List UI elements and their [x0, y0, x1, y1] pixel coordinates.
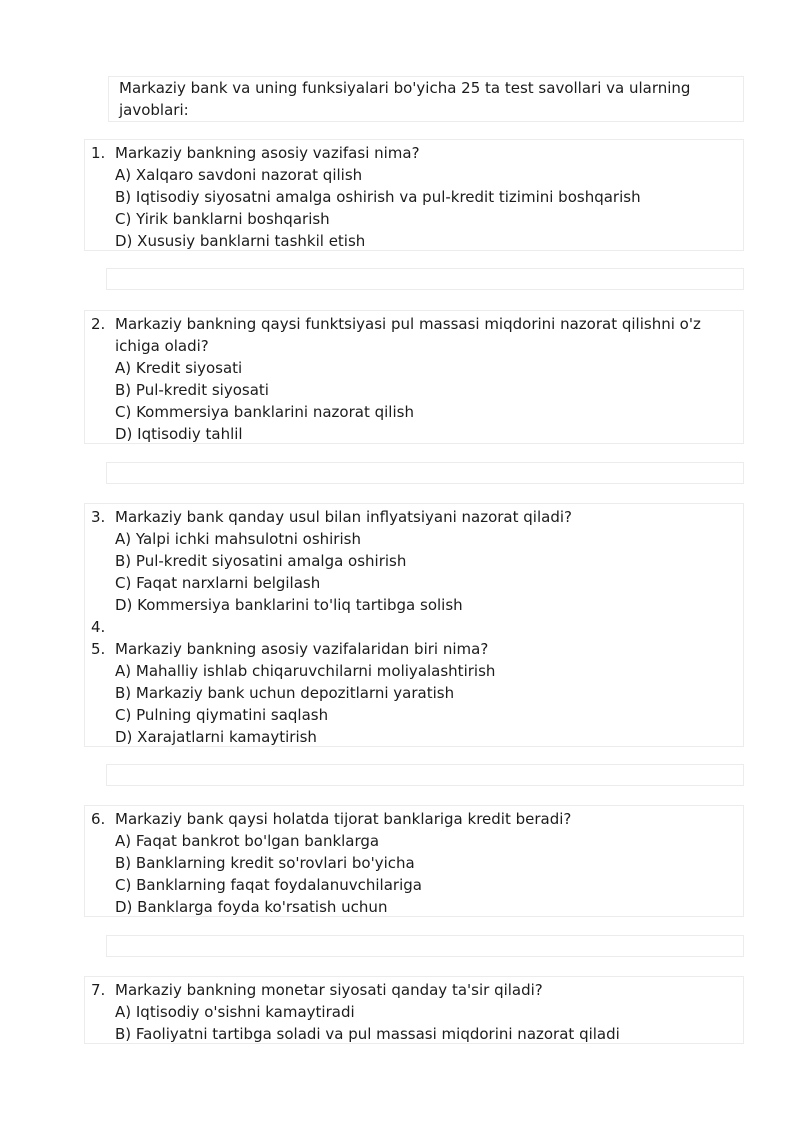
answer-option-b: B) Markaziy bank uchun depozitlarni yaratish — [115, 684, 455, 702]
question-list — [85, 142, 743, 252]
question-item-3 — [85, 506, 743, 616]
answer-option-c: C) Faqat narxlarni belgilash — [115, 574, 321, 592]
question-number: 1. — [91, 144, 106, 162]
answer-option-d: D) Banklarga foyda ko'rsatish uchun — [115, 898, 388, 916]
question-item-5 — [85, 638, 743, 748]
answer-option-a: A) Yalpi ichki mahsulotni oshirish — [115, 530, 361, 548]
answer-option-c: C) Pulning qiymatini saqlash — [115, 706, 329, 724]
question-text: Markaziy bank qanday usul bilan inflyatsiyani nazorat qiladi? — [115, 508, 572, 526]
question-text: Markaziy bankning asosiy vazifalaridan biri nima? — [115, 640, 489, 658]
answer-option-b: B) Banklarning kredit so'rovlari bo'yicha — [115, 854, 415, 872]
question-item-7 — [85, 979, 743, 1045]
answer-option-b: B) Pul-kredit siyosatini amalga oshirish — [115, 552, 407, 570]
question-item-1 — [85, 142, 743, 252]
question-item-4 — [85, 616, 743, 638]
answer-option-b: B) Faoliyatni tartibga soladi va pul massasi miqdorini nazorat qiladi — [115, 1025, 620, 1043]
spacer-block — [106, 268, 744, 290]
question-text: Markaziy bankning monetar siyosati qanday ta'sir qiladi? — [115, 981, 543, 999]
answer-option-a: A) Faqat bankrot bo'lgan banklarga — [115, 832, 380, 850]
answer-option-a: A) Xalqaro savdoni nazorat qilish — [115, 166, 363, 184]
answer-option-b: B) Iqtisodiy siyosatni amalga oshirish va pul-kredit tizimini boshqarish — [115, 188, 641, 206]
answer-option-d: D) Xarajatlarni kamaytirish — [115, 728, 317, 746]
answer-option-d: D) Kommersiya banklarini to'liq tartibga solish — [115, 596, 463, 614]
question-block-2 — [84, 310, 744, 444]
spacer-block — [106, 935, 744, 957]
question-text: Markaziy bankning asosiy vazifasi nima? — [115, 144, 420, 162]
spacer-block — [106, 764, 744, 786]
question-number: 2. — [91, 315, 106, 333]
question-list — [85, 979, 743, 1045]
answer-option-b: B) Pul-kredit siyosati — [115, 381, 269, 399]
answer-option-d: D) Iqtisodiy tahlil — [115, 425, 243, 443]
question-list — [85, 506, 743, 748]
question-number: 3. — [91, 508, 106, 526]
document-title: Markaziy bank va uning funksiyalari bo'yicha 25 ta test savollari va ularning javoblari: — [119, 79, 691, 119]
question-number: 7. — [91, 981, 106, 999]
spacer-block — [106, 462, 744, 484]
question-item-6 — [85, 808, 743, 918]
answer-option-a: A) Kredit siyosati — [115, 359, 243, 377]
answer-option-a: A) Mahalliy ishlab chiqaruvchilarni moliyalashtirish — [115, 662, 496, 680]
question-block-6 — [84, 805, 744, 917]
question-block-1 — [84, 139, 744, 251]
answer-option-a: A) Iqtisodiy o'sishni kamaytiradi — [115, 1003, 355, 1021]
question-number: 6. — [91, 810, 106, 828]
question-text: Markaziy bankning qaysi funktsiyasi pul massasi miqdorini nazorat qilishni o'z ichiga oladi? — [115, 315, 701, 355]
question-number: 4. — [91, 618, 106, 636]
answer-option-c: C) Banklarning faqat foydalanuvchilariga — [115, 876, 422, 894]
question-item-2 — [85, 313, 743, 445]
question-list — [85, 808, 743, 918]
answer-option-c: C) Yirik banklarni boshqarish — [115, 210, 330, 228]
question-text: Markaziy bank qaysi holatda tijorat banklariga kredit beradi? — [115, 810, 572, 828]
question-block-7 — [84, 976, 744, 1044]
title-block — [108, 76, 744, 122]
question-number: 5. — [91, 640, 106, 658]
question-block-3 — [84, 503, 744, 747]
answer-option-c: C) Kommersiya banklarini nazorat qilish — [115, 403, 414, 421]
question-list — [85, 313, 743, 445]
answer-option-d: D) Xususiy banklarni tashkil etish — [115, 232, 366, 250]
